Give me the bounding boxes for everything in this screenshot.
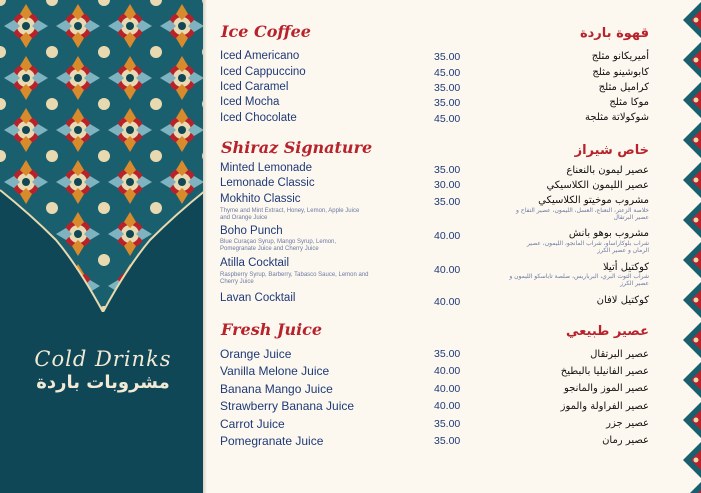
menu-item-price: 35.00 (434, 97, 461, 109)
page-fold (203, 0, 207, 493)
cover-title-en: Cold Drinks (34, 347, 172, 371)
menu-item-price: 35.00 (434, 418, 461, 430)
menu-item-ar: عصير الموز والمانجو (563, 383, 649, 394)
section-title-ar: قهوة باردة (579, 26, 649, 41)
cover-title-ar: مشروبات باردة (36, 372, 170, 393)
menu-item-ar: عصير الفانيليا بالبطيخ (560, 366, 649, 377)
menu-item-price: 40.00 (434, 383, 461, 395)
menu-item-price: 45.00 (434, 113, 461, 125)
menu-item-en: Strawberry Banana Juice (220, 399, 355, 413)
menu-item-en: Iced Chocolate (220, 112, 297, 124)
cover-panel (0, 0, 206, 493)
menu-item-description-ar: شراب بلوكاراساو، شراب المانجو، الليمون، عصير الرمان و عصير الكرز (526, 240, 649, 254)
section-title-en: Fresh Juice (221, 320, 323, 339)
menu-item-en: Minted Lemonade (220, 162, 313, 174)
menu-item-description: Thyme and Mint Extract, Honey, Lemon, Apple Juice and Orange Juice (220, 208, 360, 221)
menu-item-en: Iced Cappuccino (220, 66, 306, 78)
menu-item-ar: كابوشينو مثلج (592, 67, 649, 78)
section-title-ar: عصير طبيعي (566, 324, 649, 339)
menu-item-en: Lemonade Classic (220, 177, 315, 189)
menu-item-price: 35.00 (434, 51, 461, 63)
menu-item-ar: عصير البرتقال (590, 349, 649, 360)
menu-item-en: Mokhito Classic (220, 193, 301, 205)
menu-item-ar: كوكتيل لافان (596, 295, 649, 306)
menu-item-price: 30.00 (434, 179, 461, 191)
menu-item-price: 35.00 (434, 164, 461, 176)
menu-item-ar: عصير الفراولة والموز (560, 401, 649, 412)
menu-item-description-ar: خلاصة الزعتر، النعناع، العسل، الليمون، عصير التفاح و عصير البرتقال (515, 207, 649, 221)
menu-item-en: Boho Punch (220, 225, 283, 237)
menu-item-en: Pomegranate Juice (220, 434, 324, 448)
section-title-en: Ice Coffee (221, 22, 311, 41)
menu-item-description: Blue Curaçao Syrup, Mango Syrup, Lemon, Pomegranate Juice and Cherry Juice (220, 239, 337, 252)
menu-item-price: 35.00 (434, 435, 461, 447)
menu-item-ar: كوكتيل أتيلا (602, 262, 649, 273)
menu-item-description-ar: شراب التوت البري، البرباريس، صلصة تاباسكو الليمون و عصير الكرز (509, 273, 649, 287)
menu-item-price: 40.00 (434, 230, 461, 242)
ornamental-pattern (0, 0, 206, 312)
menu-item-en: Lavan Cocktail (220, 292, 296, 304)
menu-item-price: 40.00 (434, 365, 461, 377)
section-title-ar: خاص شيراز (574, 143, 649, 158)
menu-item-price: 40.00 (434, 264, 461, 276)
menu-item-en: Vanilla Melone Juice (220, 364, 330, 378)
menu-item-en: Iced Caramel (220, 81, 289, 93)
menu-item-ar: موكا مثلج (609, 97, 649, 108)
section-title-en: Shiraz Signature (221, 138, 373, 157)
menu-item-ar: أميريكانو مثلج (591, 51, 649, 62)
menu-item-ar: عصير ليمون بالنعناع (566, 165, 649, 176)
menu-item-ar: شوكولاتة مثلجة (585, 112, 649, 123)
menu-item-price: 40.00 (434, 400, 461, 412)
menu-item-en: Iced Americano (220, 50, 300, 62)
menu-item-en: Carrot Juice (220, 417, 285, 431)
menu-item-price: 40.00 (434, 296, 461, 308)
right-ornament-border (671, 0, 701, 493)
menu-item-ar: عصير جزر (606, 418, 649, 429)
menu-item-en: Orange Juice (220, 347, 292, 361)
menu-item-ar: مشروب موخيتو الكلاسيكي (538, 195, 649, 206)
menu-item-ar: عصير رمان (602, 435, 649, 446)
menu-item-en: Banana Mango Juice (220, 382, 333, 396)
menu-item-ar: مشروب بوهو بانش (568, 228, 649, 239)
menu-item-en: Atilla Cocktail (220, 257, 290, 269)
menu-item-price: 45.00 (434, 67, 461, 79)
menu-item-description: Raspberry Syrup, Barberry, Tabasco Sauce, Lemon and Cherry Juice (220, 272, 369, 285)
menu-item-en: Iced Mocha (220, 96, 280, 108)
menu-item-price: 35.00 (434, 348, 461, 360)
menu-item-ar: عصير الليمون الكلاسيكي (546, 180, 649, 191)
menu-item-price: 35.00 (434, 82, 461, 94)
menu-item-ar: كراميل مثلج (598, 82, 649, 93)
menu-item-price: 35.00 (434, 196, 461, 208)
